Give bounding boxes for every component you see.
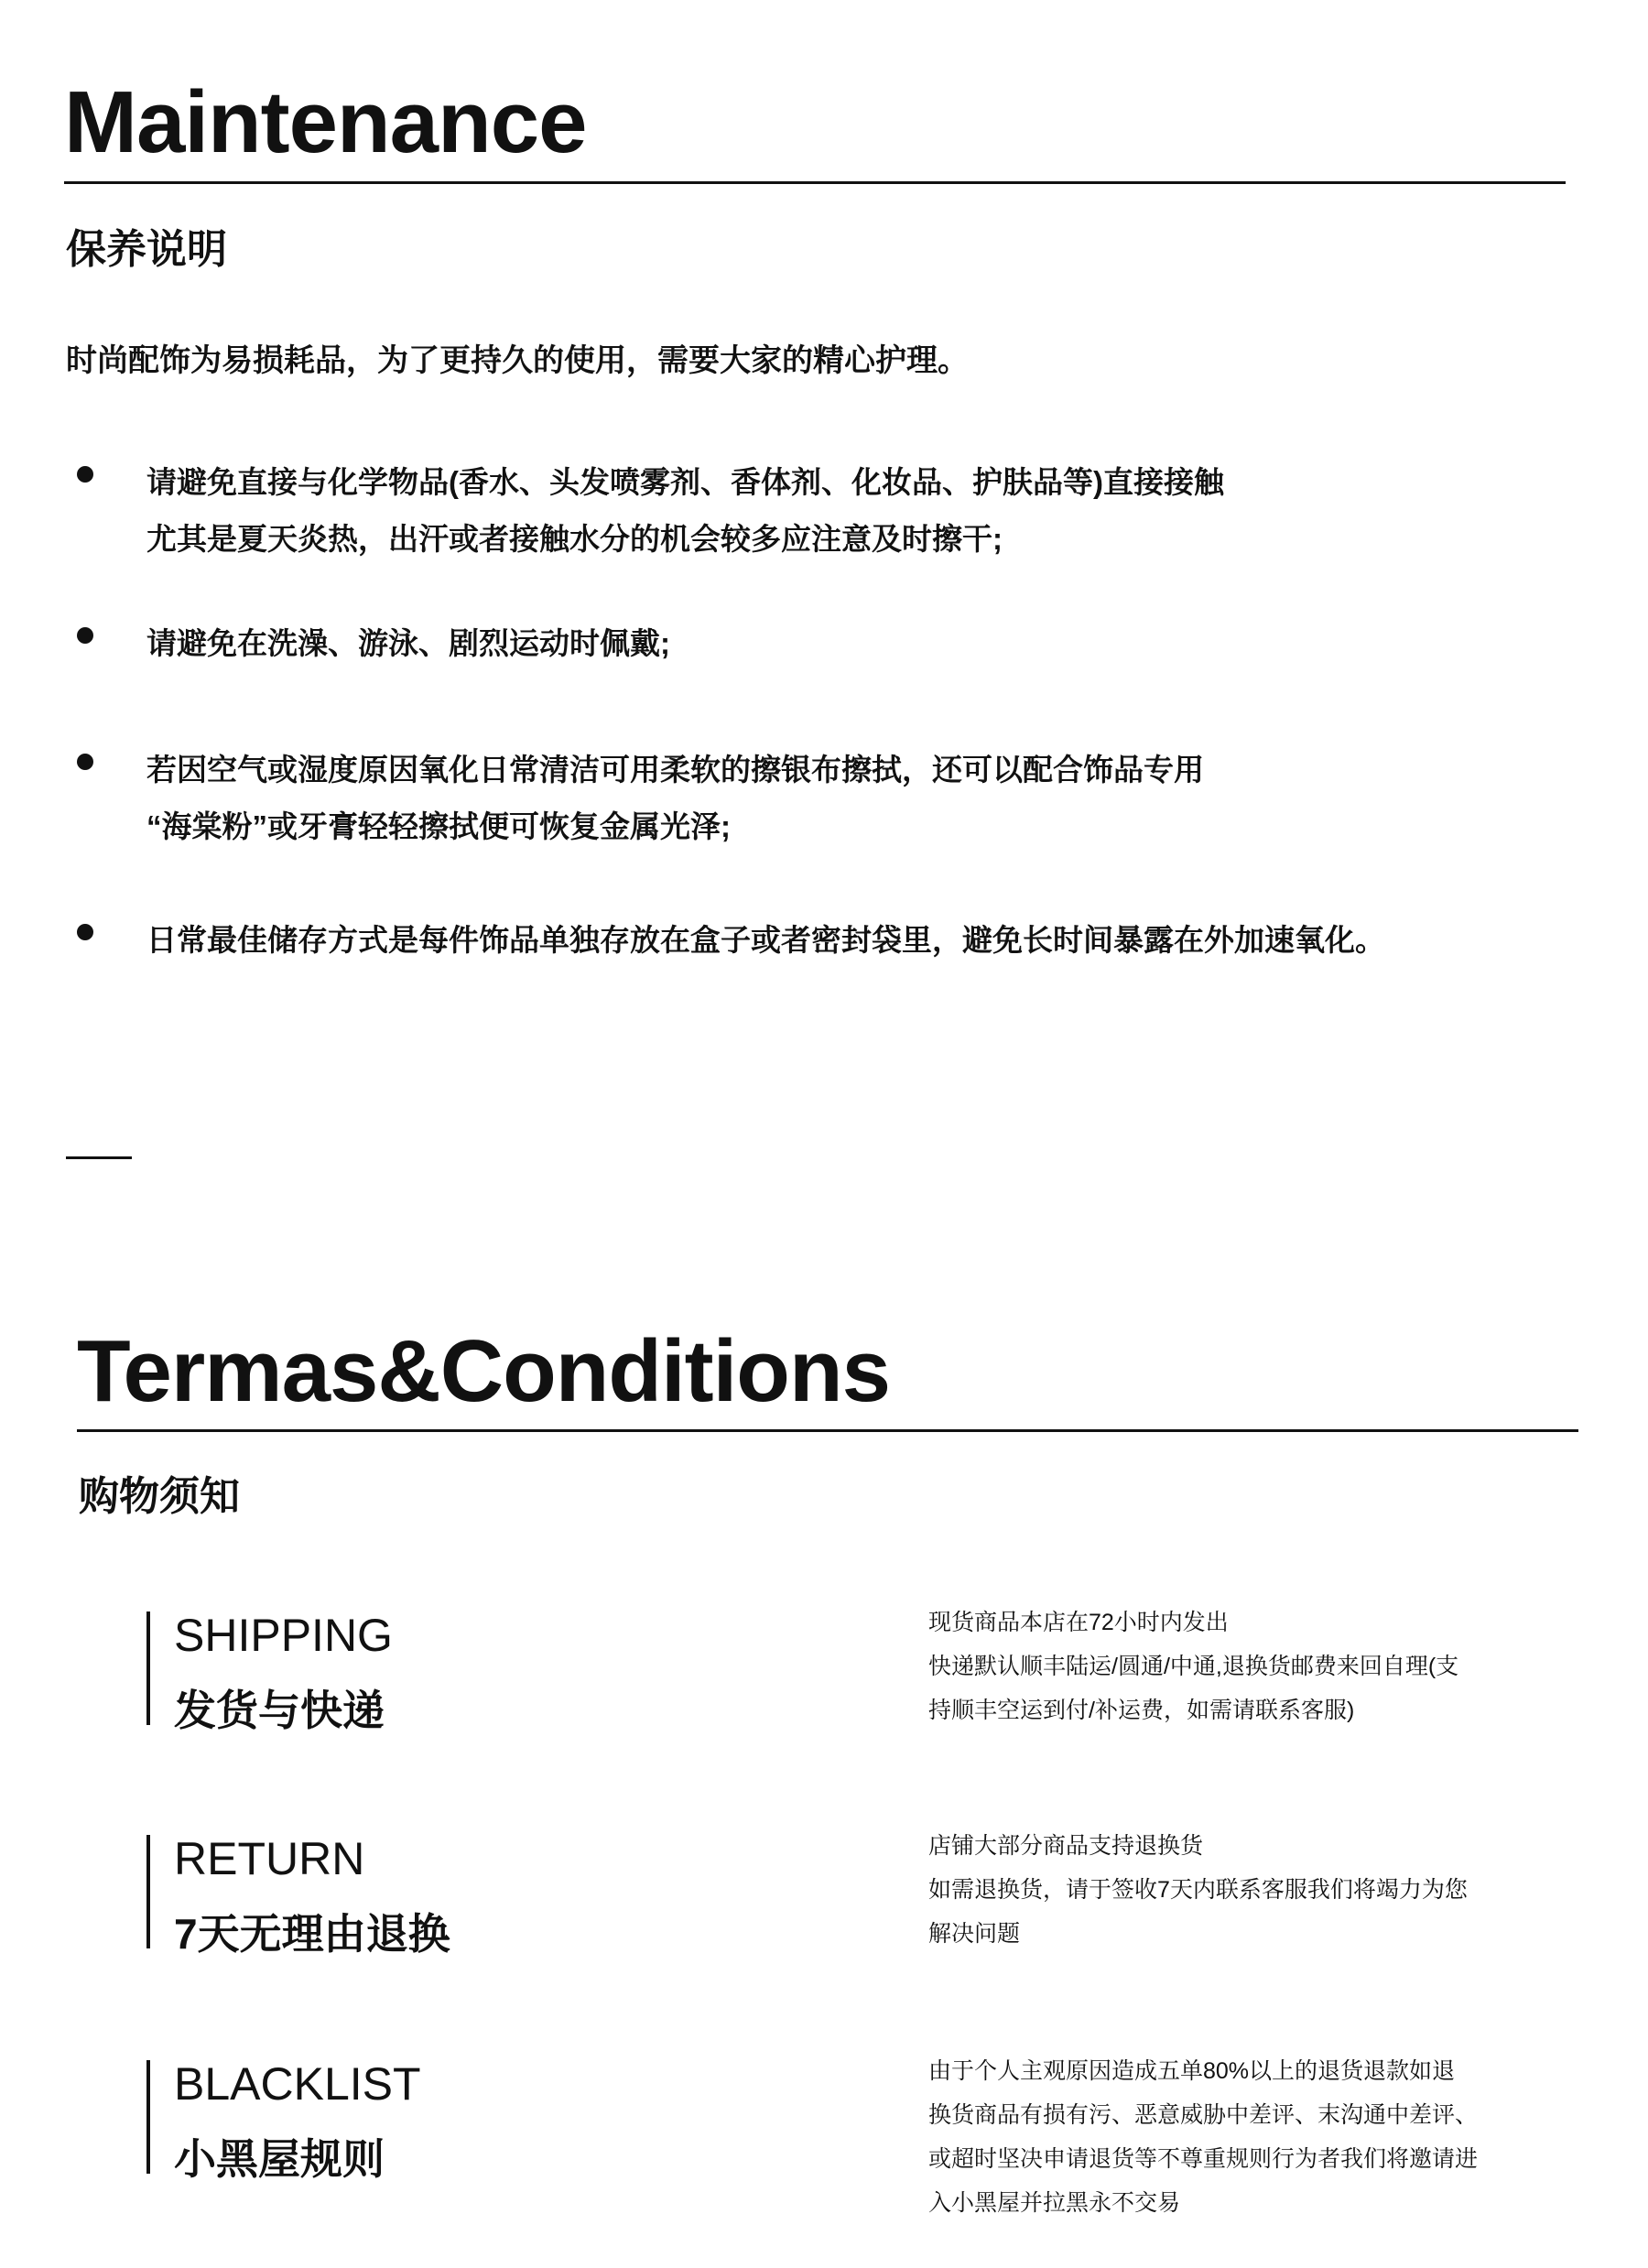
term-description-line: 如需退换货，请于签收7天内联系客服我们将竭力为您 [928,1877,1468,1903]
bullet-dot [77,754,93,770]
term-heading-cn: 7天无理由退换 [174,1910,450,1958]
term-description-line: 换货商品有损有污、恶意威胁中差评、末沟通中差评、 [928,2102,1479,2128]
term-description [928,1601,1569,1732]
maintenance-intro: 时尚配饰为易损耗品，为了更持久的使用，需要大家的精心护理。 [66,343,969,378]
bullet-dot [77,466,93,483]
term-heading-en: SHIPPING [174,1610,393,1661]
care-item-text: 若因空气或湿度原因氧化日常清洁可用柔软的擦银布擦拭，还可以配合饰品专用 [146,753,1204,787]
term-heading-en: BLACKLIST [174,2058,421,2110]
care-item [77,742,1204,855]
care-item [77,454,1224,568]
maintenance-subtitle: 保养说明 [66,227,227,272]
care-item-text: 尤其是夏天炎热，出汗或者接触水分的机会较多应注意及时擦干; [146,522,1003,556]
term-description-line: 现货商品本店在72小时内发出 [928,1610,1229,1635]
term-description [928,1824,1569,1956]
term-heading-en: RETURN [174,1833,365,1884]
terms-subtitle: 购物须知 [79,1474,240,1519]
term-description-line: 快递默认顺丰陆运/圆通/中通,退换货邮费来回自理(支 [928,1654,1459,1679]
care-item-text: 请避免在洗澡、游泳、剧烈运动时佩戴; [146,626,670,660]
terms-title: Termas&Conditions [77,1322,890,1420]
term-description [928,2049,1569,2225]
term-description-line: 解决问题 [928,1921,1021,1947]
accent-bar [146,1611,150,1725]
care-item-text: “海棠粉”或牙膏轻轻擦拭便可恢复金属光泽; [146,809,731,843]
accent-bar [146,1835,150,1948]
terms-title-rule [77,1429,1578,1432]
section-divider [66,1156,132,1159]
term-heading-cn: 发货与快递 [174,1687,385,1734]
maintenance-title: Maintenance [64,73,587,171]
term-description-line: 入小黑屋并拉黑永不交易 [928,2190,1181,2216]
maintenance-title-rule [64,181,1566,184]
bullet-dot [77,627,93,644]
term-description-line: 或超时坚决申请退货等不尊重规则行为者我们将邀请进 [928,2146,1479,2172]
term-description-line: 店铺大部分商品支持退换货 [928,1833,1204,1859]
term-description-line: 持顺丰空运到付/补运费，如需请联系客服) [928,1698,1355,1723]
care-item [77,912,1385,969]
care-item-text: 请避免直接与化学物品(香水、头发喷雾剂、香体剂、化妆品、护肤品等)直接接触 [146,465,1224,499]
care-item-text: 日常最佳储存方式是每件饰品单独存放在盒子或者密封袋里，避免长时间暴露在外加速氧化。 [146,923,1385,957]
bullet-dot [77,924,93,940]
accent-bar [146,2060,150,2174]
term-description-line: 由于个人主观原因造成五单80%以上的退货退款如退 [928,2058,1456,2084]
care-item [77,615,670,672]
term-heading-cn: 小黑屋规则 [174,2135,385,2183]
